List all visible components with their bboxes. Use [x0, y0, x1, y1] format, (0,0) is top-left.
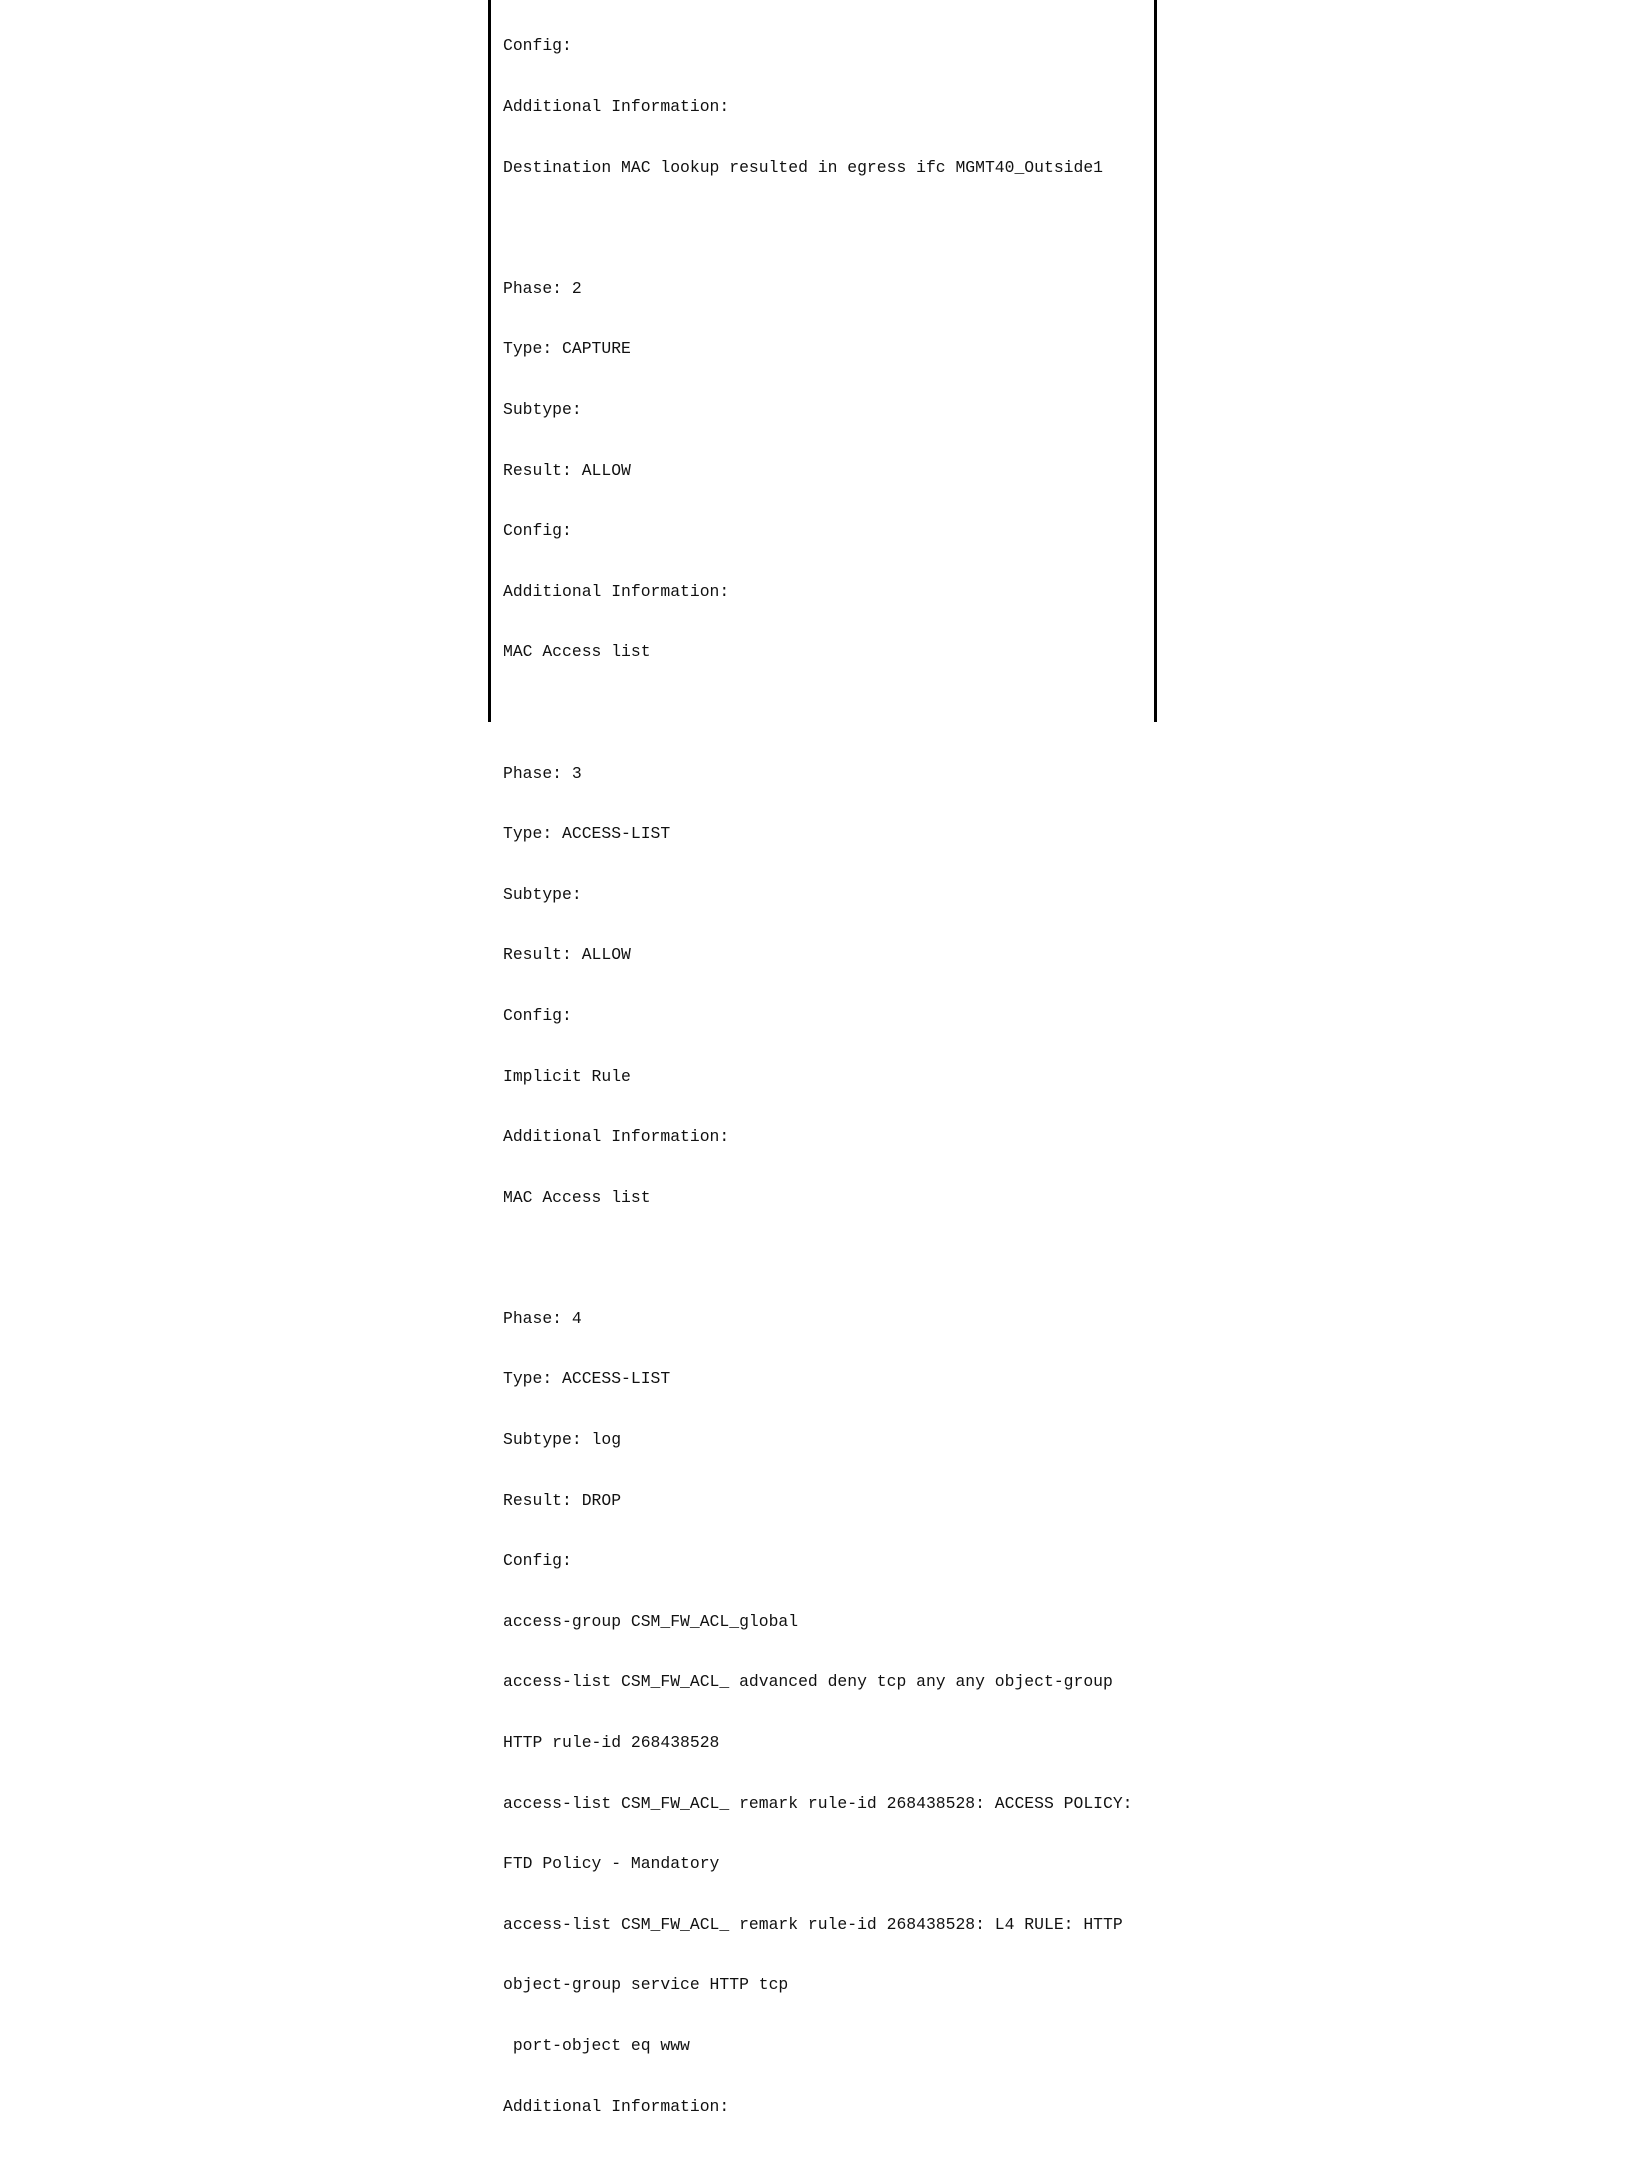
output-line: Config: [503, 521, 572, 541]
output-line: FTD Policy - Mandatory [503, 1854, 720, 1874]
output-line: port-object eq www [503, 2036, 690, 2055]
output-line: access-group CSM_FW_ACL_global [503, 1611, 799, 1631]
output-line: Subtype: [503, 884, 582, 904]
output-line: Config: [503, 1551, 572, 1571]
output-line: Destination MAC lookup resulted in egress ifc MGMT40_Outside1 [503, 157, 1103, 177]
output-line: access-list CSM_FW_ACL_ advanced deny tcp any any object-group [503, 1672, 1113, 1692]
output-line: MAC Access list [503, 1187, 651, 1207]
output-line: Config: [503, 36, 572, 56]
output-line: Type: ACCESS-LIST [503, 1369, 671, 1389]
output-line [503, 218, 1133, 238]
output-line: Implicit Rule [503, 1066, 631, 1086]
output-line: Additional Information: [503, 581, 730, 601]
output-line: object-group service HTTP tcp [503, 1975, 789, 1995]
output-line: Phase: 3 [503, 763, 582, 783]
output-line [503, 703, 1133, 723]
output-line: MAC Access list [503, 642, 651, 662]
output-line: Phase: 2 [503, 278, 582, 298]
output-line: Result: ALLOW [503, 460, 631, 480]
output-line [503, 1248, 1133, 1268]
output-line: HTTP rule-id 268438528 [503, 1733, 720, 1753]
output-line: Result: DROP [503, 1490, 622, 1510]
terminal-output-frame [488, 0, 1157, 2116]
output-line: Subtype: log [503, 1430, 622, 1450]
output-line: Phase: 4 [503, 1308, 582, 1328]
output-line: Config: [503, 1005, 572, 1025]
output-line: Additional Information: [503, 97, 730, 116]
output-line: Additional Information: [503, 1127, 730, 1147]
output-line: Additional Information: [503, 2096, 730, 2116]
output-line: Type: ACCESS-LIST [503, 824, 671, 844]
output-line: access-list CSM_FW_ACL_ remark rule-id 268438528: L4 RULE: HTTP [503, 1914, 1123, 1934]
output-line: access-list CSM_FW_ACL_ remark rule-id 268438528: ACCESS POLICY: [503, 1793, 1133, 1813]
output-line: Type: CAPTURE [503, 339, 631, 359]
output-line: Subtype: [503, 399, 582, 419]
output-line: Result: ALLOW [503, 945, 631, 965]
packet-tracer-output [503, 0, 1133, 2157]
